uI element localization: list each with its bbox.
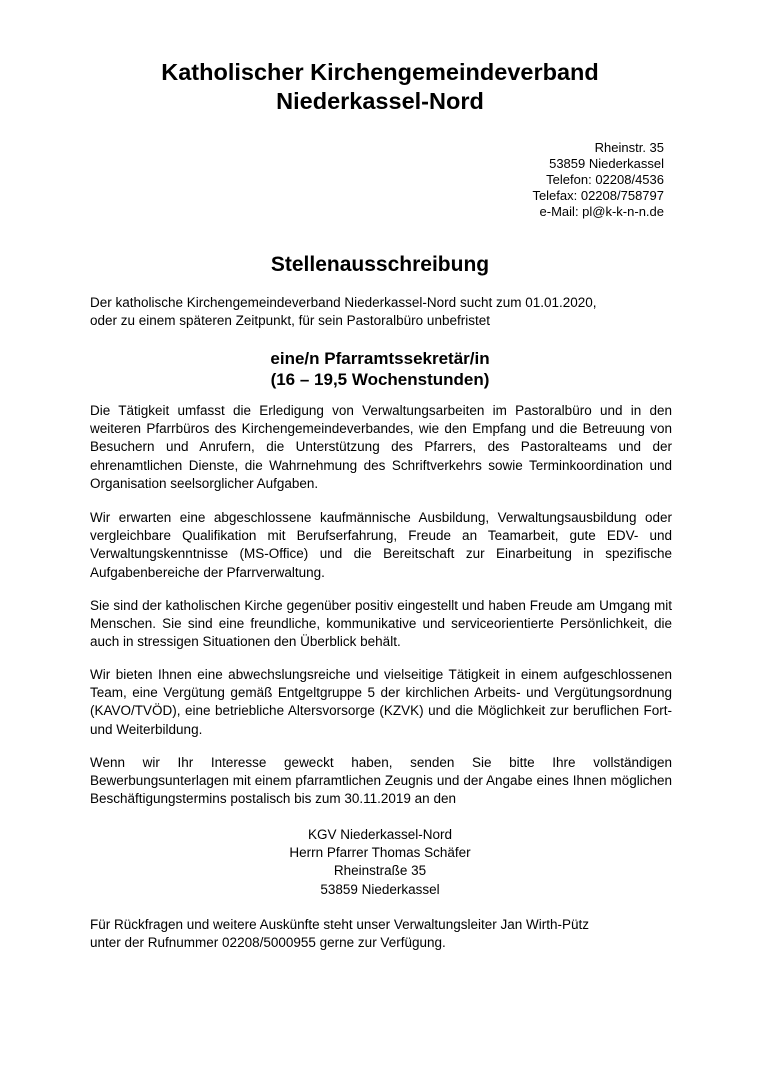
intro-paragraph — [90, 294, 672, 330]
paragraph-tasks: Die Tätigkeit umfasst die Erledigung von Verwaltungsarbeiten im Pastoralbüro und in den weiteren Pfarrbüros des Kirchengemeindeverbandes, wie den Empfang und die Betreuung von Besuchern und Anrufern, die Unterstützung des Pfarrers, des Pastoralteams und der ehrenamtlichen Dienste, die Wahrnehmung des Schriftverkehrs sowie Terminkoordination und Organisation seelsorglicher Aufgaben. — [90, 403, 672, 491]
document-title: Stellenausschreibung — [270, 253, 490, 276]
position-line-1: eine/n Pfarramtssekretär/in — [270, 349, 490, 368]
position-line-2: (16 – 19,5 Wochenstunden) — [270, 370, 490, 389]
recipient-name: Herrn Pfarrer Thomas Schäfer — [289, 845, 471, 861]
recipient-org: KGV Niederkassel-Nord — [307, 827, 453, 842]
address-email: e-Mail: pl@k-k-n-n.de — [539, 204, 664, 219]
recipient-address — [0, 826, 760, 899]
sender-address — [532, 140, 664, 220]
recipient-street: Rheinstraße 35 — [333, 863, 427, 879]
recipient-city: 53859 Niederkassel — [320, 881, 440, 897]
intro-line-1: Der katholische Kirchengemeindeverband Niederkassel-Nord sucht zum 01.01.2020, — [90, 295, 597, 310]
closing-line-1: Für Rückfragen und weitere Auskünfte steht unser Verwaltungsleiter Jan Wirth-Pütz — [90, 917, 589, 932]
position-title — [0, 348, 760, 390]
header-line-2: Niederkassel-Nord — [276, 88, 484, 114]
paragraph-application: Wenn wir Ihr Interesse geweckt haben, senden Sie bitte Ihre vollständigen Bewerbungsunterlagen mit einem pfarramtlichen Zeugnis und der Angabe eines Ihnen möglichen Beschäftigungstermins postalisch bis zum 30.11.2019 an den — [90, 755, 672, 807]
address-street: Rheinstr. 35 — [594, 140, 664, 155]
closing-paragraph — [90, 916, 672, 952]
paragraph-personality: Sie sind der katholischen Kirche gegenüber positiv eingestellt und haben Freude am Umgang mit Menschen. Sie sind eine freundliche, kommunikative und serviceorientierte Persönlichkeit, die auch in stressigen Situationen den Überblick behält. — [90, 598, 672, 650]
paragraph-offer: Wir bieten Ihnen eine abwechslungsreiche und vielseitige Tätigkeit in einem aufgeschlossenen Team, eine Vergütung gemäß Entgeltgruppe 5 der kirchlichen Arbeits- und Vergütungsordnung (KAVO/TVÖD), eine betriebliche Altersvorsorge (KZVK) und die Möglichkeit zur beruflichen Fort- und Weiterbildung. — [90, 667, 672, 737]
intro-line-2: oder zu einem späteren Zeitpunkt, für sein Pastoralbüro unbefristet — [90, 313, 490, 329]
address-fax: Telefax: 02208/758797 — [532, 188, 664, 203]
address-city: 53859 Niederkassel — [549, 156, 664, 171]
organization-header — [0, 58, 760, 116]
address-phone: Telefon: 02208/4536 — [546, 172, 664, 187]
closing-line-2: unter der Rufnummer 02208/5000955 gerne zur Verfügung. — [90, 935, 446, 951]
paragraph-requirements: Wir erwarten eine abgeschlossene kaufmännische Ausbildung, Verwaltungsausbildung oder vergleichbare Qualifikation mit Berufserfahrung, Freude an Teamarbeit, gute EDV- und Verwaltungskenntnisse (MS-Office) und die Bereitschaft zur Einarbeitung in spezifische Aufgabenbereiche der Pfarrverwaltung. — [90, 510, 672, 580]
header-line-1: Katholischer Kirchengemeindeverband — [161, 59, 599, 85]
